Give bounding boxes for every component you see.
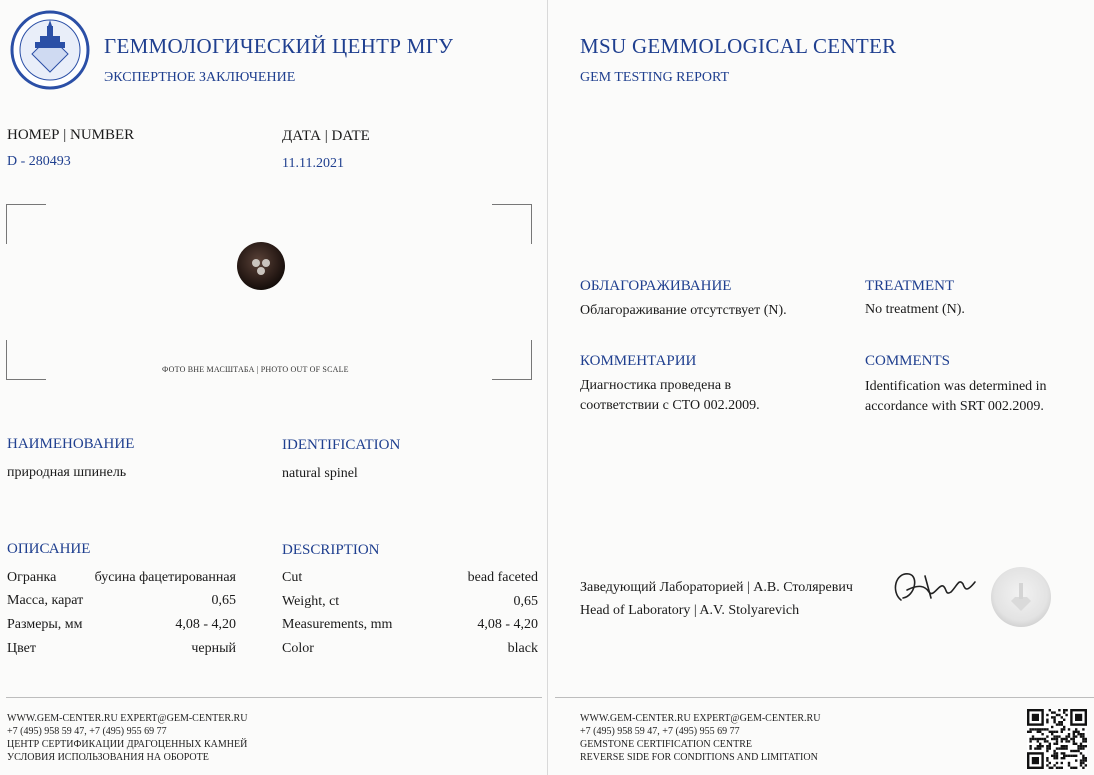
treatment-en-value: No treatment (N). [865, 302, 965, 317]
description-en-label: DESCRIPTION [282, 542, 380, 558]
footer-right [580, 712, 820, 764]
desc-en-key-weight: Weight, ct [282, 594, 340, 609]
number-label: НОМЕР | NUMBER [7, 127, 135, 143]
footer-right-line-1: WWW.GEM-CENTER.RU EXPERT@GEM-CENTER.RU [580, 713, 821, 724]
date-label: ДАТА | DATE [282, 128, 370, 144]
photo-frame-corner-br [492, 340, 532, 380]
identification-en-value: natural spinel [282, 466, 358, 481]
footer-left-line-1: WWW.GEM-CENTER.RU EXPERT@GEM-CENTER.RU [7, 713, 248, 724]
treatment-ru-value: Облагораживание отсутствует (N). [580, 303, 787, 318]
footer-right-line-2: +7 (495) 958 59 47, +7 (495) 955 69 77 [580, 726, 740, 737]
comments-en-label: COMMENTS [865, 353, 951, 369]
signatory-en: Head of Laboratory | A.V. Stolyarevich [580, 603, 800, 618]
signature-icon [885, 562, 981, 614]
desc-ru-key-measurements: Размеры, мм [7, 617, 83, 632]
identification-ru-value: природная шпинель [7, 465, 127, 480]
desc-en-value-color: black [507, 641, 538, 656]
footer-left-line-4: УСЛОВИЯ ИСПОЛЬЗОВАНИЯ НА ОБОРОТЕ [7, 752, 209, 763]
desc-en-key-color: Color [282, 641, 314, 656]
description-ru-label: ОПИСАНИЕ [7, 541, 91, 557]
identification-ru-label: НАИМЕНОВАНИЕ [7, 436, 135, 452]
photo-frame-corner-tr [492, 204, 532, 244]
desc-ru-value-color: черный [191, 641, 236, 656]
header-subtitle-ru: ЭКСПЕРТНОЕ ЗАКЛЮЧЕНИЕ [104, 70, 296, 85]
date-value: 11.11.2021 [282, 156, 344, 171]
photo-caption: ФОТО ВНЕ МАСШТАБА | PHOTO OUT OF SCALE [162, 365, 349, 374]
desc-ru-key-weight: Масса, карат [7, 593, 84, 608]
desc-en-value-weight: 0,65 [513, 594, 538, 609]
header-subtitle-en: GEM TESTING REPORT [580, 70, 730, 85]
hologram-seal-icon [989, 565, 1053, 629]
identification-en-label: IDENTIFICATION [282, 437, 401, 453]
gemstone-photo [236, 241, 286, 291]
desc-en-value-cut: bead faceted [467, 570, 538, 585]
desc-ru-key-cut: Огранка [7, 570, 57, 585]
right-page [549, 0, 1094, 775]
msu-logo-icon [10, 10, 90, 90]
signatory-ru: Заведующий Лабораторией | А.В. Столяревич [580, 580, 853, 595]
footer-divider-left [6, 697, 542, 698]
footer-divider-right [555, 697, 1094, 698]
header-title-en: MSU GEMMOLOGICAL CENTER [580, 34, 897, 58]
comments-ru-value: Диагностика проведена в соответствии с СТО 002.2009. [580, 378, 760, 413]
desc-en-value-measurements: 4,08 - 4,20 [477, 617, 538, 632]
header-title-ru: ГЕММОЛОГИЧЕСКИЙ ЦЕНТР МГУ [104, 34, 454, 58]
comments-ru-label: КОММЕНТАРИИ [580, 353, 697, 369]
desc-ru-value-weight: 0,65 [211, 593, 236, 608]
treatment-ru-label: ОБЛАГОРАЖИВАНИЕ [580, 278, 732, 294]
footer-left-line-2: +7 (495) 958 59 47, +7 (495) 955 69 77 [7, 726, 167, 737]
footer-left [7, 712, 247, 764]
photo-frame-corner-tl [6, 204, 46, 244]
desc-en-key-cut: Cut [282, 570, 303, 585]
desc-en-key-measurements: Measurements, mm [282, 617, 393, 632]
treatment-en-label: TREATMENT [865, 278, 955, 294]
footer-right-line-4: REVERSE SIDE FOR CONDITIONS AND LIMITATION [580, 752, 818, 763]
desc-ru-value-cut: бусина фацетированная [94, 570, 236, 585]
comments-en-value: Identification was determined in accordance with SRT 002.2009. [865, 379, 1047, 414]
footer-left-line-3: ЦЕНТР СЕРТИФИКАЦИИ ДРАГОЦЕННЫХ КАМНЕЙ [7, 739, 248, 750]
desc-ru-key-color: Цвет [7, 641, 36, 656]
photo-frame-corner-bl [6, 340, 46, 380]
desc-ru-value-measurements: 4,08 - 4,20 [175, 617, 236, 632]
footer-right-line-3: GEMSTONE CERTIFICATION CENTRE [580, 739, 752, 750]
number-value: D - 280493 [7, 154, 71, 169]
qr-code-icon [1027, 709, 1087, 769]
